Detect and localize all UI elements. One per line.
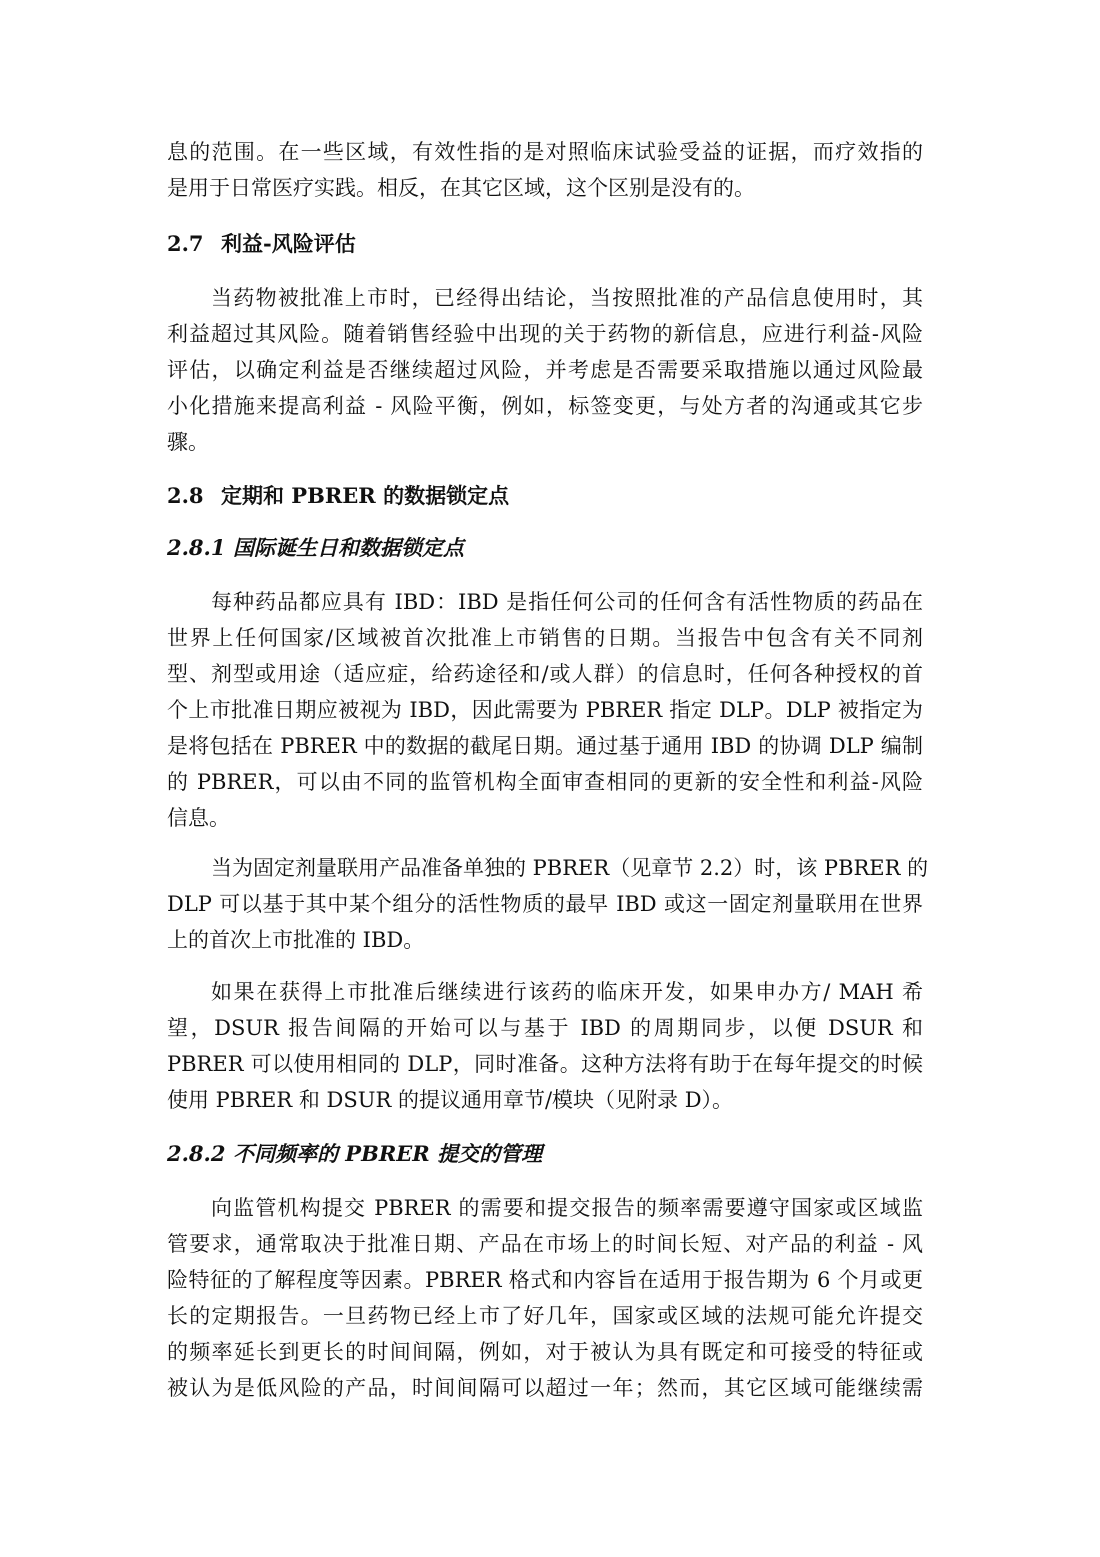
heading-2-8	[167, 478, 509, 514]
s282-line-3: 险特征的了解程度等因素。PBRER 格式和内容旨在适用于报告期为 6 个月或更	[167, 1268, 923, 1292]
s281-p1-line-6: 的 PBRER，可以由不同的监管机构全面审查相同的更新的安全性和利益-风险	[167, 770, 923, 794]
heading-2-7	[167, 226, 356, 262]
s281-p2-line-2: DLP 可以基于其中某个组分的活性物质的最早 IBD 或这一固定剂量联用在世界	[167, 892, 923, 916]
s281-p1-line-4: 个上市批准日期应被视为 IBD，因此需要为 PBRER 指定 DLP。DLP 被指定为	[167, 698, 923, 722]
s282-line-1: 向监管机构提交 PBRER 的需要和提交报告的频率需要遵守国家或区域监	[211, 1196, 923, 1220]
s282-line-2: 管要求，通常取决于批准日期、产品在市场上的时间长短、对产品的利益 - 风	[167, 1232, 923, 1256]
s27-line-4: 小化措施来提高利益 - 风险平衡，例如，标签变更，与处方者的沟通或其它步	[167, 394, 923, 418]
s282-line-6: 被认为是低风险的产品，时间间隔可以超过一年；然而，其它区域可能继续需	[167, 1376, 923, 1400]
heading-2-8-2-title: 不同频率的 PBRER 提交的管理	[233, 1141, 543, 1166]
s281-p2-line-1: 当为固定剂量联用产品准备单独的 PBRER（见章节 2.2）时，该 PBRER 的	[211, 856, 929, 880]
s281-p1-line-7: 信息。	[167, 806, 230, 830]
s282-line-5: 的频率延长到更长的时间间隔，例如，对于被认为具有既定和可接受的特征或	[167, 1340, 923, 1364]
heading-2-8-1-number: 2.8.1	[167, 535, 226, 560]
heading-2-7-title: 利益-风险评估	[221, 231, 356, 256]
s281-p1-line-5: 是将包括在 PBRER 中的数据的截尾日期。通过基于通用 IBD 的协调 DLP 编制	[167, 734, 923, 758]
heading-2-8-1	[167, 530, 464, 566]
heading-2-8-2	[167, 1136, 542, 1172]
s27-line-5: 骤。	[167, 430, 209, 454]
intro-line-2: 是用于日常医疗实践。相反，在其它区域，这个区别是没有的。	[167, 176, 755, 200]
s282-line-4: 长的定期报告。一旦药物已经上市了好几年，国家或区域的法规可能允许提交	[167, 1304, 923, 1328]
intro-line-1: 息的范围。在一些区域，有效性指的是对照临床试验受益的证据，而疗效指的	[167, 140, 923, 164]
heading-2-7-number: 2.7	[167, 231, 204, 256]
s281-p3-line-1: 如果在获得上市批准后继续进行该药的临床开发，如果申办方/ MAH 希	[211, 980, 923, 1004]
heading-2-8-1-title: 国际诞生日和数据锁定点	[233, 535, 464, 560]
s281-p1-line-3: 型、剂型或用途（适应症，给药途径和/或人群）的信息时，任何各种授权的首	[167, 662, 923, 686]
s27-line-3: 评估，以确定利益是否继续超过风险，并考虑是否需要采取措施以通过风险最	[167, 358, 923, 382]
heading-2-8-2-number: 2.8.2	[167, 1141, 226, 1166]
s27-line-1: 当药物被批准上市时，已经得出结论，当按照批准的产品信息使用时，其	[211, 286, 923, 310]
heading-2-8-title: 定期和 PBRER 的数据锁定点	[221, 483, 510, 508]
s281-p1-line-2: 世界上任何国家/区域被首次批准上市销售的日期。当报告中包含有关不同剂	[167, 626, 923, 650]
s281-p3-line-3: PBRER 可以使用相同的 DLP，同时准备。这种方法将有助于在每年提交的时候	[167, 1052, 923, 1076]
s281-p1-line-1: 每种药品都应具有 IBD：IBD 是指任何公司的任何含有活性物质的药品在	[211, 590, 923, 614]
s281-p3-line-2: 望，DSUR 报告间隔的开始可以与基于 IBD 的周期同步，以便 DSUR 和	[167, 1016, 923, 1040]
heading-2-8-number: 2.8	[167, 483, 204, 508]
s27-line-2: 利益超过其风险。随着销售经验中出现的关于药物的新信息，应进行利益-风险	[167, 322, 923, 346]
s281-p3-line-4: 使用 PBRER 和 DSUR 的提议通用章节/模块（见附录 D）。	[167, 1088, 734, 1112]
s281-p2-line-3: 上的首次上市批准的 IBD。	[167, 928, 425, 952]
